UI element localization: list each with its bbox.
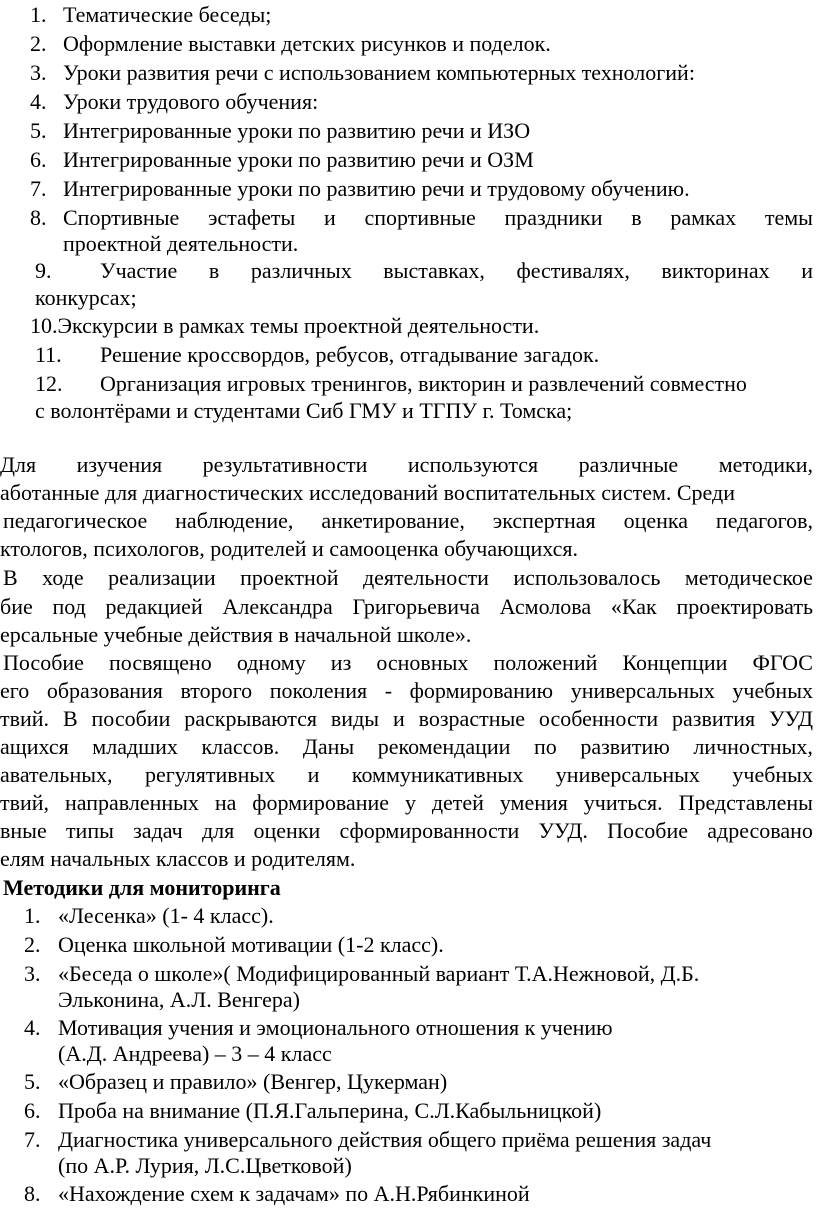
list-item-continuation: (А.Д. Андреева) – 3 – 4 класс (58, 1041, 332, 1066)
list-item-text: «Образец и правило» (Венгер, Цукерман) (58, 1069, 448, 1094)
paragraph-line: вные типы задач для оценки сформированности УУД. Пособие адресовано (0, 818, 813, 843)
list-item: 5. (30, 118, 47, 143)
list-item-continuation: с волонтёрами и студентами Сиб ГМУ и ТГПУ г. Томска; (35, 398, 573, 423)
list-item: 8. (24, 1181, 41, 1206)
list-item-text: Тематические беседы; (63, 2, 272, 27)
list-item-continuation: конкурсах; (35, 285, 137, 310)
list-item: 3. (30, 60, 47, 85)
list-item: 8. (30, 205, 47, 230)
list-item-continuation: проектной деятельности. (63, 231, 299, 256)
list-item-text: «Лесенка» (1- 4 класс). (58, 903, 274, 928)
paragraph-line: педагогическое наблюдение, анкетирование, экспертная оценка педагогов, (3, 508, 813, 533)
list-item-text: Оформление выставки детских рисунков и поделок. (63, 31, 551, 56)
list-item: 6. (24, 1098, 41, 1123)
list-item: 2. (24, 932, 41, 957)
list-item: 2. (30, 31, 47, 56)
list-item-text: Спортивные эстафеты и спортивные праздники в рамках темы (63, 205, 813, 230)
list-item: 4. (24, 1015, 41, 1040)
list-item: 7. (30, 176, 47, 201)
paragraph-line: В ходе реализации проектной деятельности использовалось методическое (3, 565, 813, 590)
paragraph-line: Пособие посвящено одному из основных положений Концепции ФГОС (3, 650, 813, 675)
paragraph-line: аботанные для диагностических исследований воспитательных систем. Среди (0, 480, 736, 505)
list-item: 9. (35, 258, 52, 283)
paragraph-line: его образования второго поколения - формированию универсальных учебных (0, 678, 813, 703)
list-item-text: Участие в различных выставках, фестивалях, викторинах и (100, 258, 813, 283)
list-item-text: Интегрированные уроки по развитию речи и трудовому обучению. (63, 176, 690, 201)
list-item-text: «Нахождение схем к задачам» по А.Н.Рябинкиной (58, 1181, 530, 1206)
list-item-continuation: (по А.Р. Лурия, Л.С.Цветковой) (58, 1153, 352, 1178)
paragraph-line: твий, направленных на формирование у детей умения учиться. Представлены (0, 790, 813, 815)
list-item-text: Мотивация учения и эмоционального отношения к учению (58, 1015, 613, 1040)
list-item-text: Проба на внимание (П.Я.Гальперина, С.Л.Кабыльницкой) (58, 1098, 602, 1123)
paragraph-line: ктологов, психологов, родителей и самооценка обучающихся. (0, 536, 579, 561)
list-item: 10.Экскурсии в рамках темы проектной деятельности. (30, 313, 540, 338)
paragraph-line: твий. В пособии раскрываются виды и возрастные особенности развития УУД (0, 706, 813, 731)
list-item: 6. (30, 147, 47, 172)
paragraph-line: ерсальные учебные действия в начальной школе». (0, 622, 472, 647)
paragraph-line: авательных, регулятивных и коммуникативных универсальных учебных (0, 762, 813, 787)
list-item: 1. (30, 2, 47, 27)
list-item-continuation: Эльконина, А.Л. Венгера) (58, 987, 301, 1012)
list-item: 11. (35, 342, 62, 367)
list-item: 5. (24, 1069, 41, 1094)
list-item: 1. (24, 903, 41, 928)
list-item-text: Интегрированные уроки по развитию речи и ОЗМ (63, 147, 534, 172)
list-item-text: Организация игровых тренингов, викторин и развлечений совместно (100, 371, 747, 396)
paragraph-line: Для изучения результативности используются различные методики, (0, 452, 813, 477)
list-item-text: Уроки развития речи с использованием компьютерных технологий: (63, 60, 695, 85)
list-item-text: Диагностика универсального действия общего приёма решения задач (58, 1127, 712, 1152)
list-item-text: Оценка школьной мотивации (1-2 класс). (58, 932, 444, 957)
section-title: Методики для мониторинга (3, 875, 281, 900)
paragraph-line: ащихся младших классов. Даны рекомендации по развитию личностных, (0, 734, 813, 759)
list-item-text: Уроки трудового обучения: (63, 89, 319, 114)
list-item-text: Интегрированные уроки по развитию речи и ИЗО (63, 118, 531, 143)
paragraph-line: елям начальных классов и родителям. (0, 846, 356, 871)
list-item: 3. (24, 961, 41, 986)
list-item-text: Решение кроссвордов, ребусов, отгадывание загадок. (100, 342, 600, 367)
list-item: 12. (35, 371, 63, 396)
list-item-text: «Беседа о школе»( Модифицированный вариант Т.А.Нежновой, Д.Б. (58, 961, 700, 986)
list-item: 7. (24, 1127, 41, 1152)
list-item: 4. (30, 89, 47, 114)
paragraph-line: бие под редакцией Александра Григорьевича Асмолова «Как проектировать (0, 594, 813, 619)
